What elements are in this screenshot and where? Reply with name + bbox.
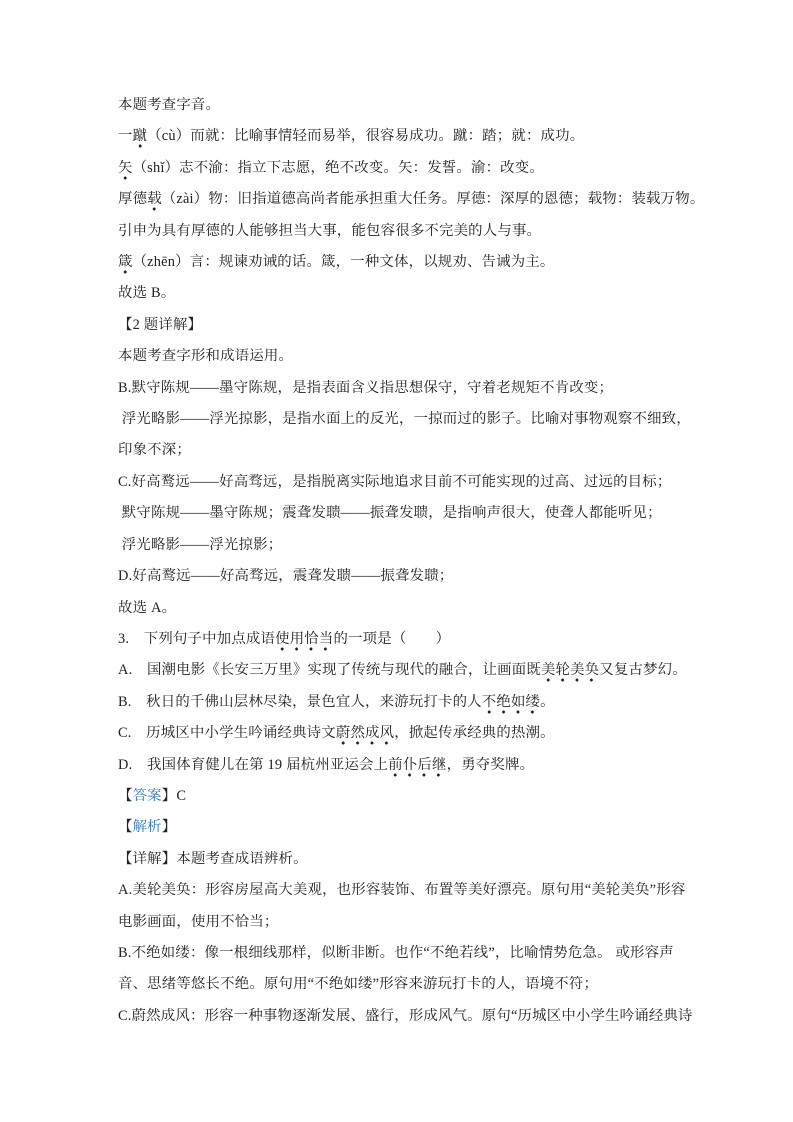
text-run: ，勇夺奖牌。 (446, 756, 535, 773)
document-line (118, 844, 713, 875)
document-line (118, 750, 713, 781)
emphasis-dotted-text: 矢 (118, 160, 133, 180)
emphasis-dotted-text: 使用恰当 (275, 631, 333, 651)
text-run: （zài）物：旧指道德高尚者能承担重大任务。厚德：深厚的恩德；载物：装载万物。 (161, 191, 705, 208)
document-line (118, 153, 713, 184)
document-line (118, 498, 713, 529)
document-line (118, 655, 713, 686)
text-run: 印象不深； (118, 442, 191, 459)
text-run: C.好高鹜远——好高骛远，是指脱离实际地追求目前不可能实现的过高、过远的目标； (118, 473, 672, 490)
text-run: ，掀起传承经典的热潮。 (394, 725, 555, 742)
text-run: 本题考查字形和成语运用。 (118, 348, 294, 365)
text-run: B. 秋日的千佛山层林尽染，景色宜人，来游玩打卡的人 (118, 693, 482, 710)
text-run: 浮光略影——浮光掠影； (118, 536, 283, 553)
document-line (118, 530, 713, 561)
document-line (118, 247, 713, 278)
document-line (118, 216, 713, 247)
document-line (118, 624, 713, 655)
text-run: A.美轮美奂：形容房屋高大美观，也形容装饰、布置等美好漂亮。原句用“美轮美奂”形容 (118, 882, 686, 899)
text-run: 引申为具有厚德的人能够担当大事，能包容很多不完美的人与事。 (118, 222, 542, 239)
text-run: 【2 题详解】 (118, 316, 203, 333)
text-run: B.默守陈规——墨守陈规，是指表面含义指思想保守，守着老规矩不肯改变； (118, 379, 614, 396)
text-run: 浮光略影——浮光掠影，是指水面上的反光，一掠而过的影子。比喻对事物观察不细致， (118, 411, 691, 428)
emphasis-dotted-text: 箴 (118, 254, 133, 274)
document-line (118, 687, 713, 718)
label-blue-text: 答案 (132, 787, 162, 804)
text-run: 】C (161, 787, 187, 804)
document-line (118, 435, 713, 466)
text-run: 】 (161, 819, 177, 836)
text-run: 一 (118, 128, 133, 145)
emphasis-dotted-text: 美轮美奂 (541, 662, 599, 682)
emphasis-dotted-text: 蔚然成风 (336, 725, 394, 745)
text-run: D.好高鹜远——好高骛远，震聋发聩——振聋发聩； (118, 568, 454, 585)
text-run: （shǐ）志不渝：指立下志愿，绝不改变。矢：发誓。渝：改变。 (132, 159, 544, 176)
document-line (118, 404, 713, 435)
text-run: 【 (118, 819, 133, 836)
label-blue-text: 解析 (132, 819, 162, 836)
emphasis-dotted-text: 蹴 (133, 128, 148, 148)
text-run: 电影画面，使用不恰当； (118, 913, 279, 930)
text-run: 本题考查字音。 (118, 97, 221, 113)
document-line (118, 310, 713, 341)
text-run: 故选 B。 (118, 285, 176, 302)
text-run: 【 (118, 787, 133, 804)
text-run: 又复古梦幻。 (599, 662, 687, 679)
document-line (118, 373, 713, 404)
document-line (118, 1001, 713, 1032)
text-run: （zhēn）言：规谏劝诫的话。箴，一种文体，以规劝、告诫为主。 (132, 254, 555, 271)
text-run: 故选 A。 (118, 599, 177, 616)
text-run: 音、思绪等悠长不绝。原句用“不绝如缕”形容来游玩打卡的人，语境不符； (118, 976, 599, 993)
emphasis-dotted-text: 载 (147, 191, 162, 211)
document-line (118, 781, 713, 812)
text-run: D. 我国体育健儿在第 19 届杭州亚运会上 (118, 756, 389, 773)
text-run: 默守陈规——墨守陈规；震聋发聩——振聋发聩，是指响声很大，使聋人都能听见； (118, 505, 662, 522)
document-line (118, 718, 713, 749)
document-line (118, 812, 713, 843)
text-run: 厚德 (118, 191, 148, 208)
document-line (118, 184, 713, 215)
text-run: B.不绝如缕：像一根细线那样，似断非断。也作“不绝若线”，比喻情势危急。 或形容声 (118, 944, 674, 961)
document-line (118, 561, 713, 592)
document-line (118, 341, 713, 372)
text-run: 。 (540, 693, 555, 710)
text-run: C. 历城区中小学生吟诵经典诗文 (118, 725, 336, 742)
document-line (118, 90, 713, 121)
document-line (118, 467, 713, 498)
text-run: 【详解】本题考查成语辨析。 (118, 850, 308, 867)
document-line (118, 938, 713, 969)
text-run: （cù）而就：比喻事情轻而易举，很容易成功。蹴：踏；就：成功。 (147, 128, 585, 145)
text-run: 3. 下列句子中加点成语 (118, 630, 276, 647)
document-line (118, 121, 713, 152)
document-line (118, 875, 713, 906)
text-run: 的一项是（ ） (333, 630, 451, 647)
document-line (118, 278, 713, 309)
emphasis-dotted-text: 不绝如缕 (482, 694, 540, 714)
document-line (118, 969, 713, 1000)
emphasis-dotted-text: 前仆后继 (388, 757, 446, 777)
document-line (118, 593, 713, 624)
document-line (118, 907, 713, 938)
text-run: A. 国潮电影《长安三万里》实现了传统与现代的融合，让画面既 (118, 662, 541, 679)
text-run: C.蔚然成风：形容一种事物逐渐发展、盛行，形成风气。原句“历城区中小学生吟诵经典诗 (118, 1007, 693, 1024)
